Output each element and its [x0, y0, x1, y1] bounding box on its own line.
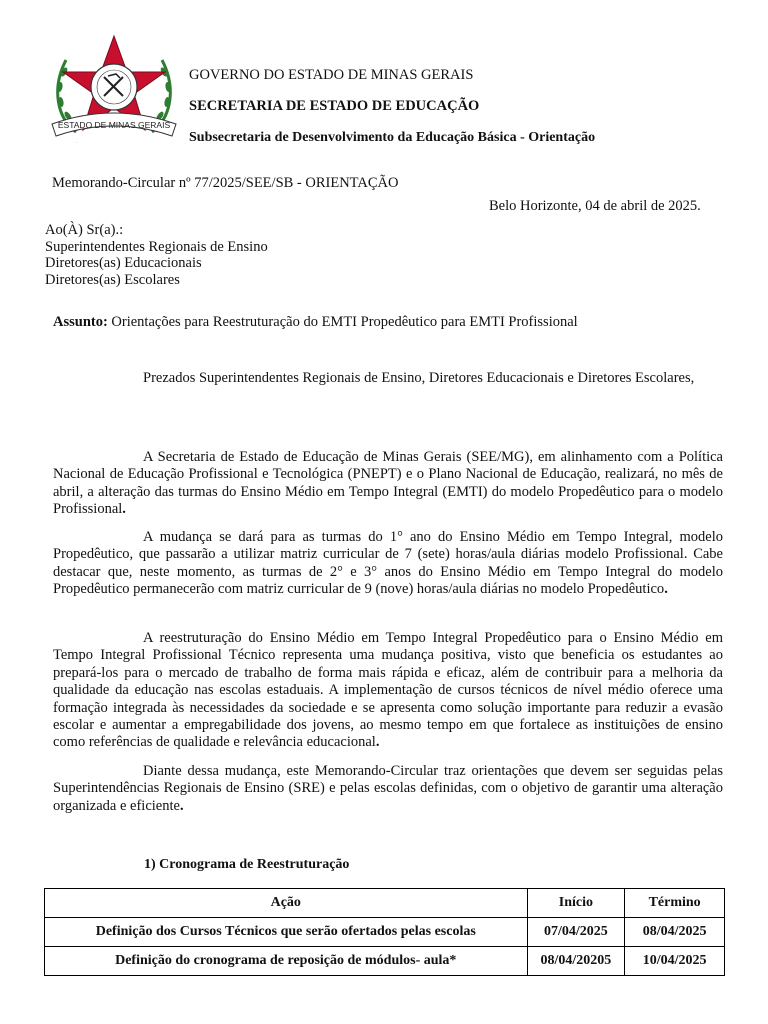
table-row: Definição dos Cursos Técnicos que serão ofertados pelas escolas 07/04/2025 08/04/2025	[45, 918, 725, 947]
recipient-line: Diretores(as) Escolares	[45, 271, 180, 288]
subject-line	[53, 314, 578, 331]
government-title: GOVERNO DO ESTADO DE MINAS GERAIS	[189, 67, 474, 83]
body-paragraph: A reestruturação do Ensino Médio em Tempo Integral Propedêutico para o Ensino Médio em Tempo Integral Profissional Técnico representa uma mudança positiva, visto que beneficia os estudantes ao prepará-los para o mercado de trabalho de forma mais rápida e eficaz, além de contribuir para a melhoria da qualidade da educação nas escolas estaduais. A implementação de cursos técnicos de nível médio oferece uma formação integrada às necessidades da sociedade e se apresenta como solução importante para reduzir a evasão escolar e aumentar a empregabilidade dos jovens, ao mesmo tempo em que fortalece as instituições de ensino como referências de qualidade e relevância educacional.	[53, 630, 723, 751]
minas-gerais-coat-of-arms	[46, 32, 182, 148]
recipient-line: Diretores(as) Educacionais	[45, 255, 202, 272]
svg-text:·: ·	[76, 140, 78, 145]
place-date: Belo Horizonte, 04 de abril de 2025.	[489, 198, 701, 214]
body-paragraph: Diante dessa mudança, este Memorando-Circular traz orientações que devem ser seguidas pelas Superintendências Regionais de Ensino (SRE) e pelas escolas definidas, com o objetivo de garantir uma alteração organizada e eficiente.	[53, 763, 723, 814]
schedule-table	[44, 888, 725, 976]
header-termino: Término	[625, 889, 725, 918]
header-acao: Ação	[45, 889, 528, 918]
salutation: Ao(À) Sr(a).:	[45, 222, 124, 238]
memo-reference: Memorando-Circular nº 77/2025/SEE/SB - ORIENTAÇÃO	[52, 175, 399, 191]
subject-text: Orientações para Reestruturação do EMTI Propedêutico para EMTI Profissional	[107, 314, 578, 330]
seal-ribbon-text: ESTADO DE MINAS GERAIS	[57, 120, 171, 130]
header-inicio: Início	[527, 889, 625, 918]
recipient-line: Superintendentes Regionais de Ensino	[45, 238, 268, 255]
recipients-block	[45, 222, 268, 288]
body-paragraph: A Secretaria de Estado de Educação de Minas Gerais (SEE/MG), em alinhamento com a Política Nacional de Educação Profissional e Tecnológica (PNEPT) e o Plano Nacional de Educação, realizará, no mês de abril, a alteração das turmas do Ensino Médio em Tempo Integral (EMTI) do modelo Propedêutico para o modelo Profissional.	[53, 449, 723, 518]
subject-label: Assunto:	[53, 314, 108, 330]
greeting-text: Prezados Superintendentes Regionais de Ensino, Diretores Educacionais e Diretores Escolares,	[143, 370, 695, 386]
table-header-row	[45, 889, 725, 918]
subsecretariat-title: Subsecretaria de Desenvolvimento da Educação Básica - Orientação	[189, 130, 596, 145]
section-title: 1) Cronograma de Reestruturação	[144, 857, 350, 872]
body-paragraph: A mudança se dará para as turmas do 1° ano do Ensino Médio em Tempo Integral, modelo Propedêutico, que passarão a utilizar matriz curricular de 7 (sete) horas/aula diárias modelo Profissional. Cabe destacar que, neste momento, as turmas de 2° e 3° anos do Ensino Médio em Tempo Integral do modelo Propedêutico permanecerão com matriz curricular de 9 (nove) horas/aula diárias no modelo Propedêutico.	[53, 529, 723, 598]
table-row: Definição do cronograma de reposição de módulos- aula* 08/04/20205 10/04/2025	[45, 947, 725, 976]
greeting-paragraph	[53, 370, 723, 387]
secretariat-title: SECRETARIA DE ESTADO DE EDUCAÇÃO	[189, 98, 480, 114]
